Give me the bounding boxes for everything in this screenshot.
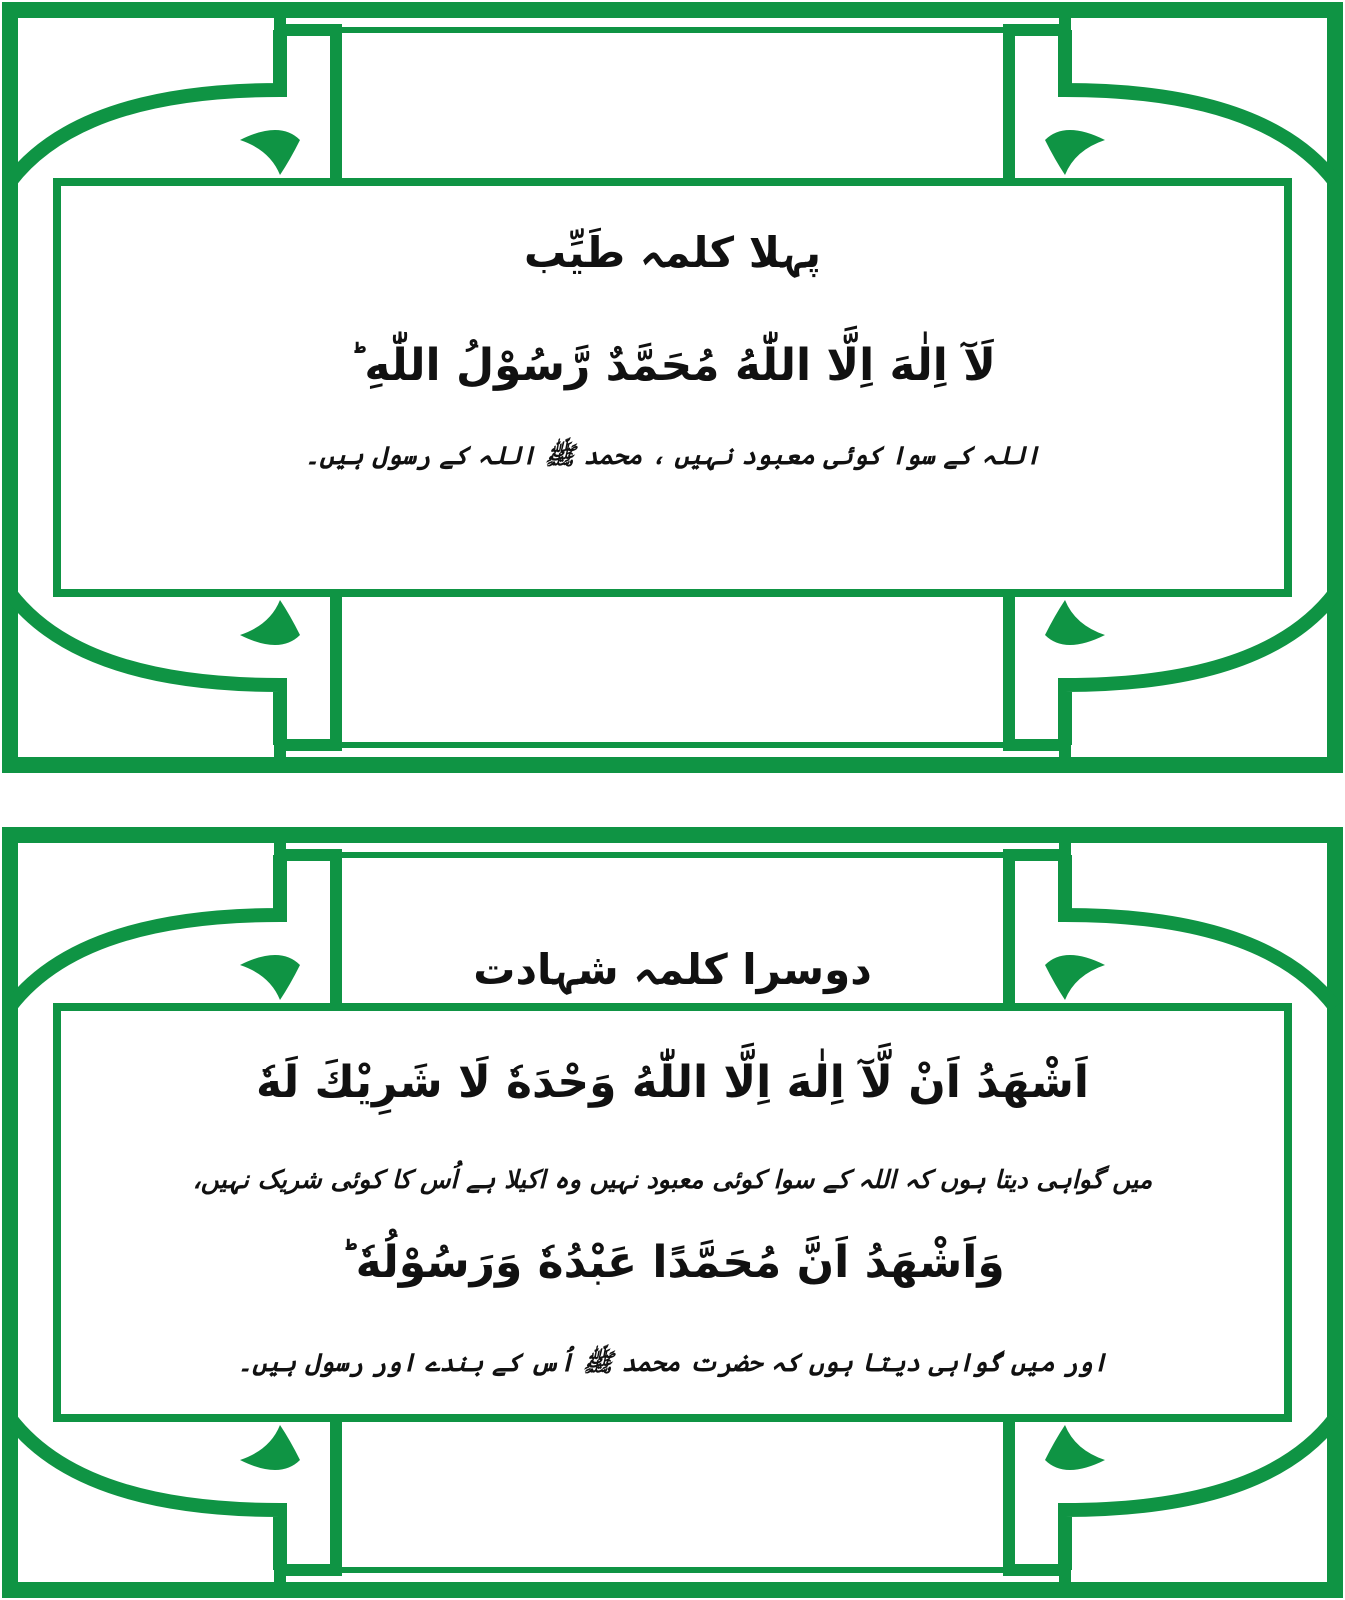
ornamental-frame bbox=[0, 825, 1345, 1600]
kalima-card-first bbox=[0, 0, 1345, 775]
kalima-title: پہلا کلمہ طَیِّب bbox=[523, 228, 821, 277]
urdu-translation-line-2: اور میں گواہی دیتا ہوں کہ حضرت محمد ﷺ اُس کے بندے اور رسول ہیں۔ bbox=[237, 1348, 1108, 1377]
arabic-kalima-text: لَآ اِلٰهَ اِلَّا اللّٰهُ مُحَمَّدٌ رَّسُوْلُ اللّٰهِ ؕ bbox=[349, 340, 996, 391]
urdu-translation-line-1: میں گواہی دیتا ہوں کہ اللہ کے سوا کوئی معبود نہیں وہ اکیلا ہے اُس کا کوئی شریک نہیں، bbox=[192, 1165, 1153, 1194]
arabic-kalima-text-line-2: وَاَشْهَدُ اَنَّ مُحَمَّدًا عَبْدُهٗ وَرَسُوْلُهٗ ؕ bbox=[340, 1237, 1005, 1288]
arabic-kalima-text-line-1: اَشْهَدُ اَنْ لَّآ اِلٰهَ اِلَّا اللّٰهُ وَحْدَهٗ لَا شَرِيْكَ لَهٗ bbox=[255, 1057, 1089, 1108]
urdu-translation: اللہ کے سوا کوئی معبود نہیں ، محمد ﷺ اللہ کے رسول ہیں۔ bbox=[304, 441, 1041, 470]
kalima-title: دوسرا کلمہ شہادت bbox=[473, 945, 872, 994]
kalima-card-second bbox=[0, 825, 1345, 1600]
